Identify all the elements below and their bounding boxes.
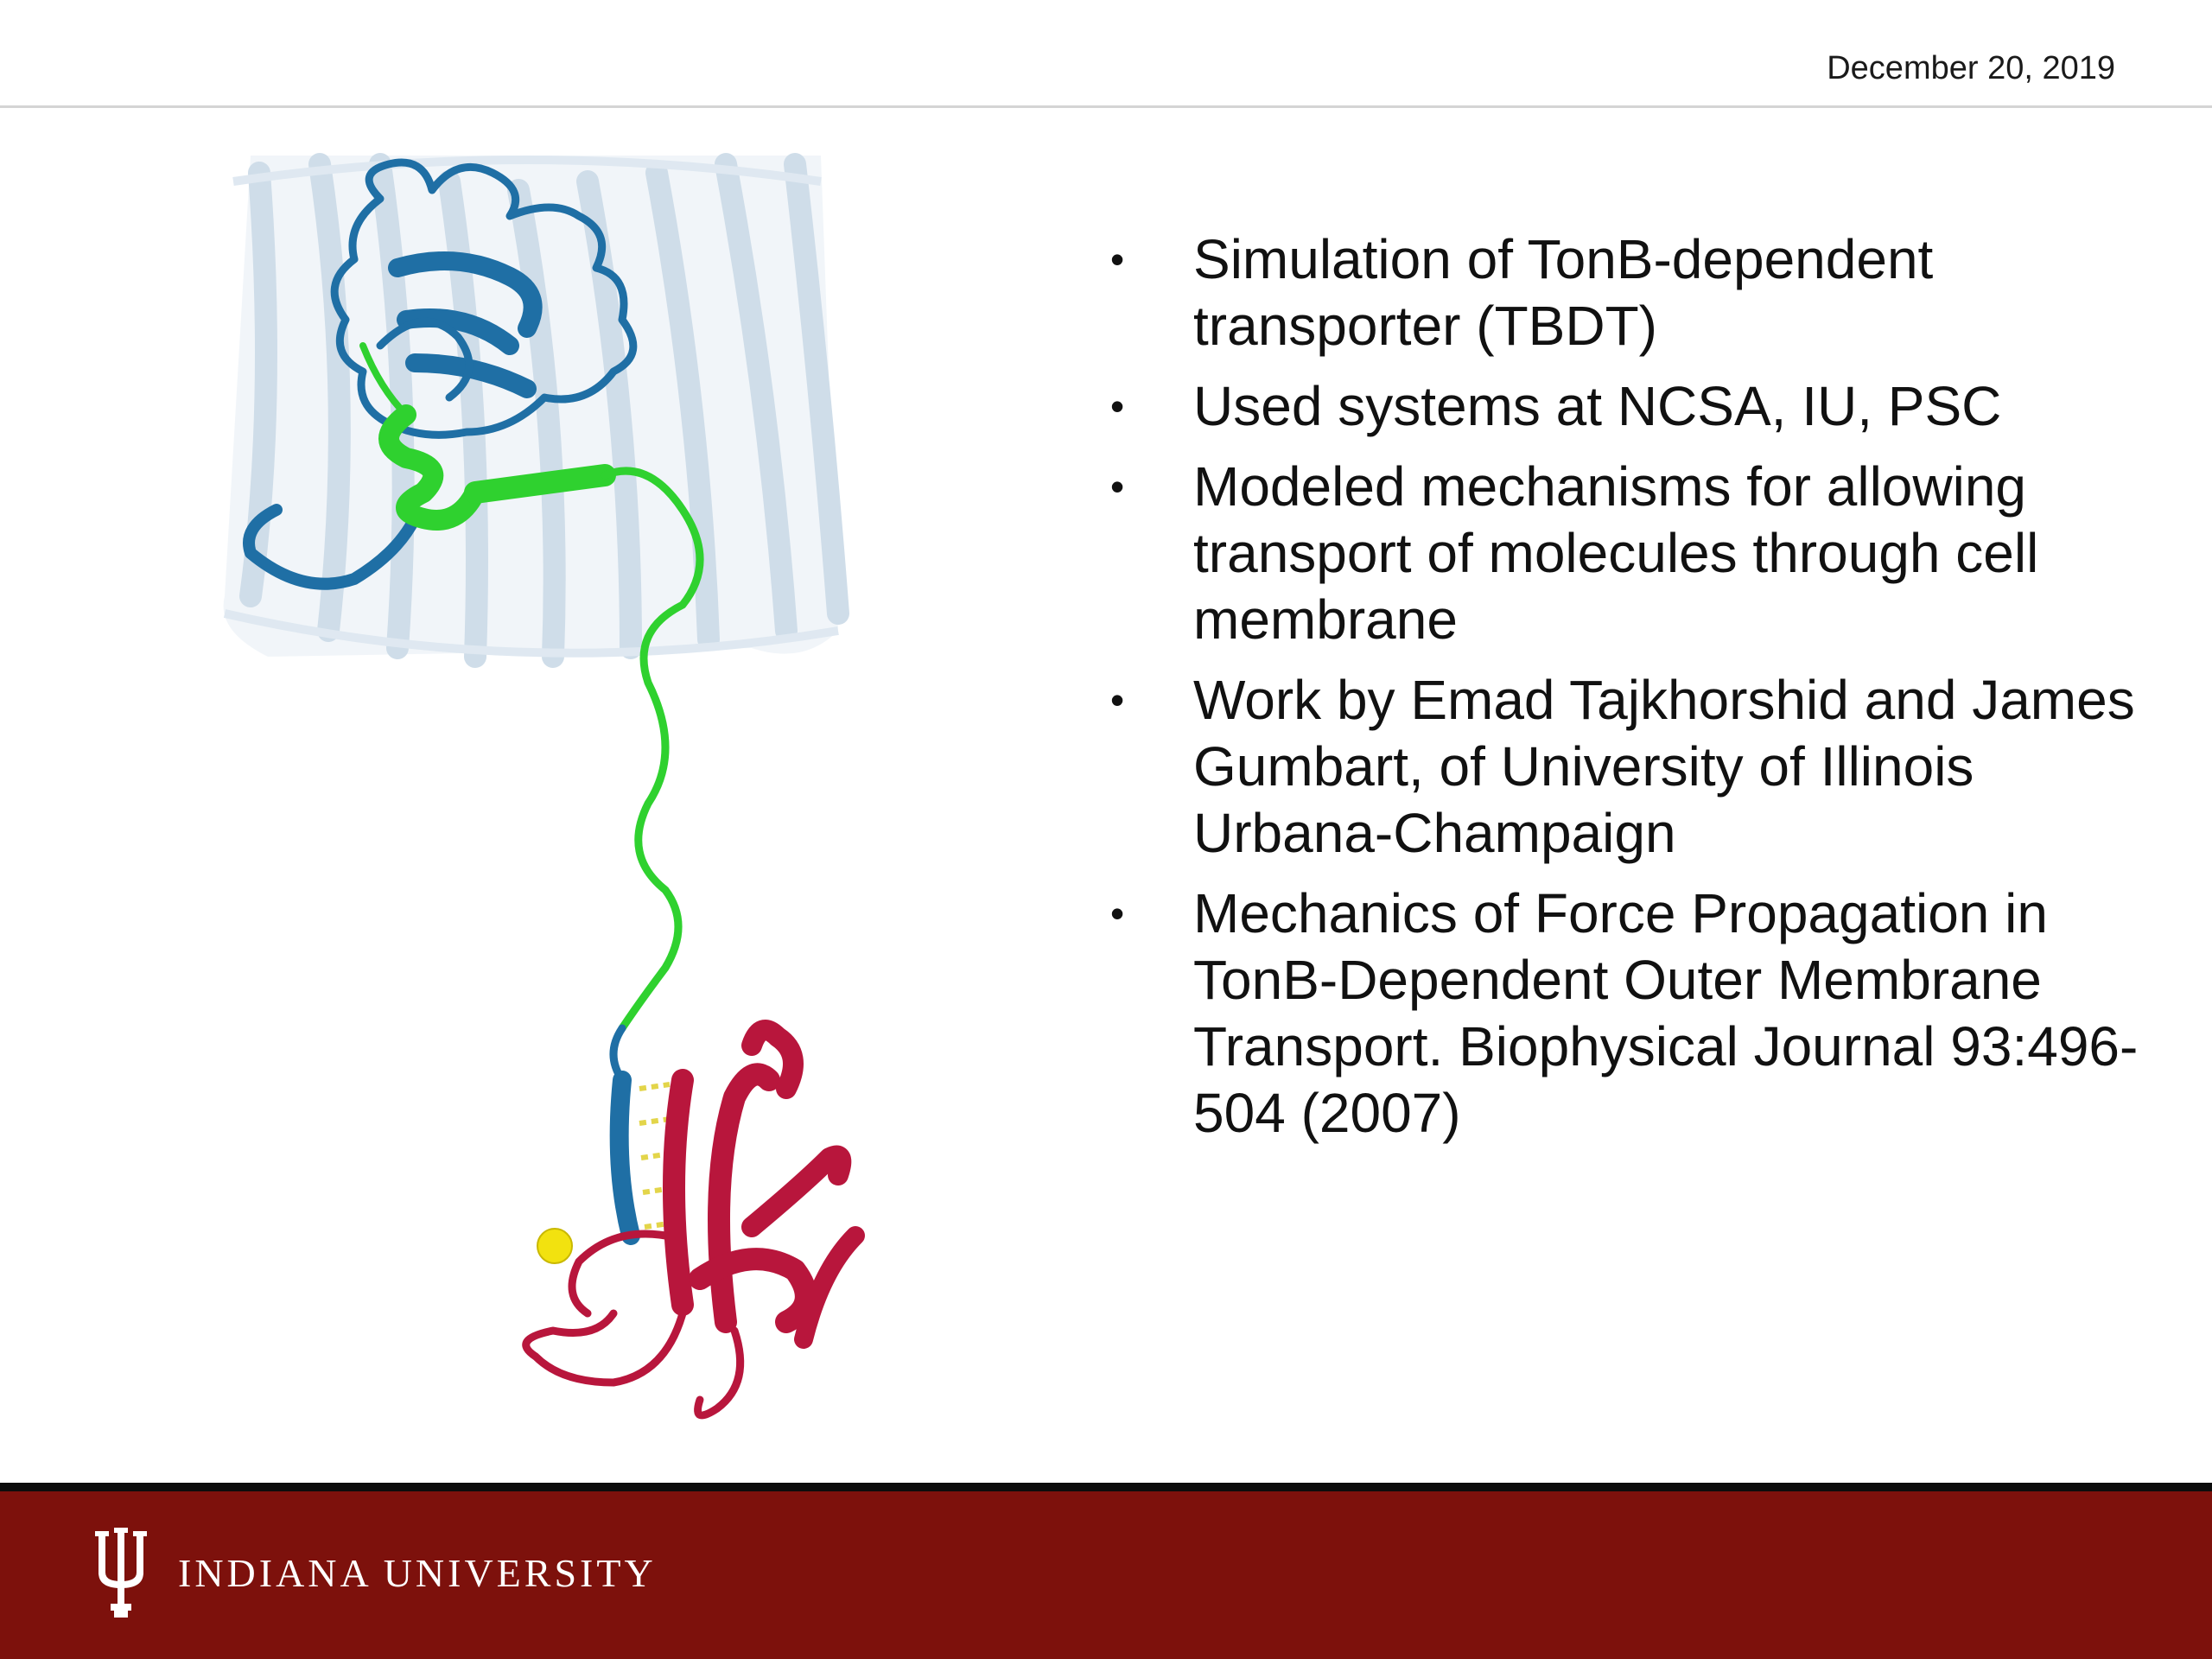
footer-divider xyxy=(0,1483,2212,1491)
bullet-text: Work by Emad Tajkhorshid and James Gumbart, of University of Illinois Urbana-Champaign xyxy=(1193,669,2135,864)
bullet-text: Used systems at NCSA, IU, PSC xyxy=(1193,375,2002,437)
bullet-list xyxy=(1102,226,2139,1160)
bullet-text: Simulation of TonB-dependent transporter (TBDT) xyxy=(1193,228,1934,357)
bullet-dot-icon: • xyxy=(1110,677,1125,722)
tonb-strand xyxy=(613,1028,631,1236)
tonb-c-terminal-domain xyxy=(526,1030,855,1415)
bullet-dot-icon: • xyxy=(1110,384,1125,429)
bullet-item xyxy=(1102,226,2139,359)
bullet-item xyxy=(1102,373,2139,440)
bullet-text: Modeled mechanisms for allowing transport of molecules through cell membrane xyxy=(1193,455,2039,651)
bullet-dot-icon: • xyxy=(1110,237,1125,282)
university-name: INDIANA UNIVERSITY xyxy=(178,1551,657,1595)
bullet-item xyxy=(1102,667,2139,867)
bullet-item xyxy=(1102,880,2139,1147)
iu-trident-logo-icon xyxy=(90,1528,152,1621)
bullet-dot-icon: • xyxy=(1110,891,1125,936)
bullet-dot-icon: • xyxy=(1110,464,1125,509)
slide-date: December 20, 2019 xyxy=(1827,50,2115,86)
yellow-atom xyxy=(537,1229,572,1263)
bullet-item xyxy=(1102,454,2139,653)
footer-bar xyxy=(0,1491,2212,1659)
protein-structure-figure xyxy=(199,147,873,1426)
header-divider xyxy=(0,105,2212,108)
bullet-text: Mechanics of Force Propagation in TonB-Dependent Outer Membrane Transport. Biophysical Journal 93:496-504 (2007) xyxy=(1193,882,2139,1144)
